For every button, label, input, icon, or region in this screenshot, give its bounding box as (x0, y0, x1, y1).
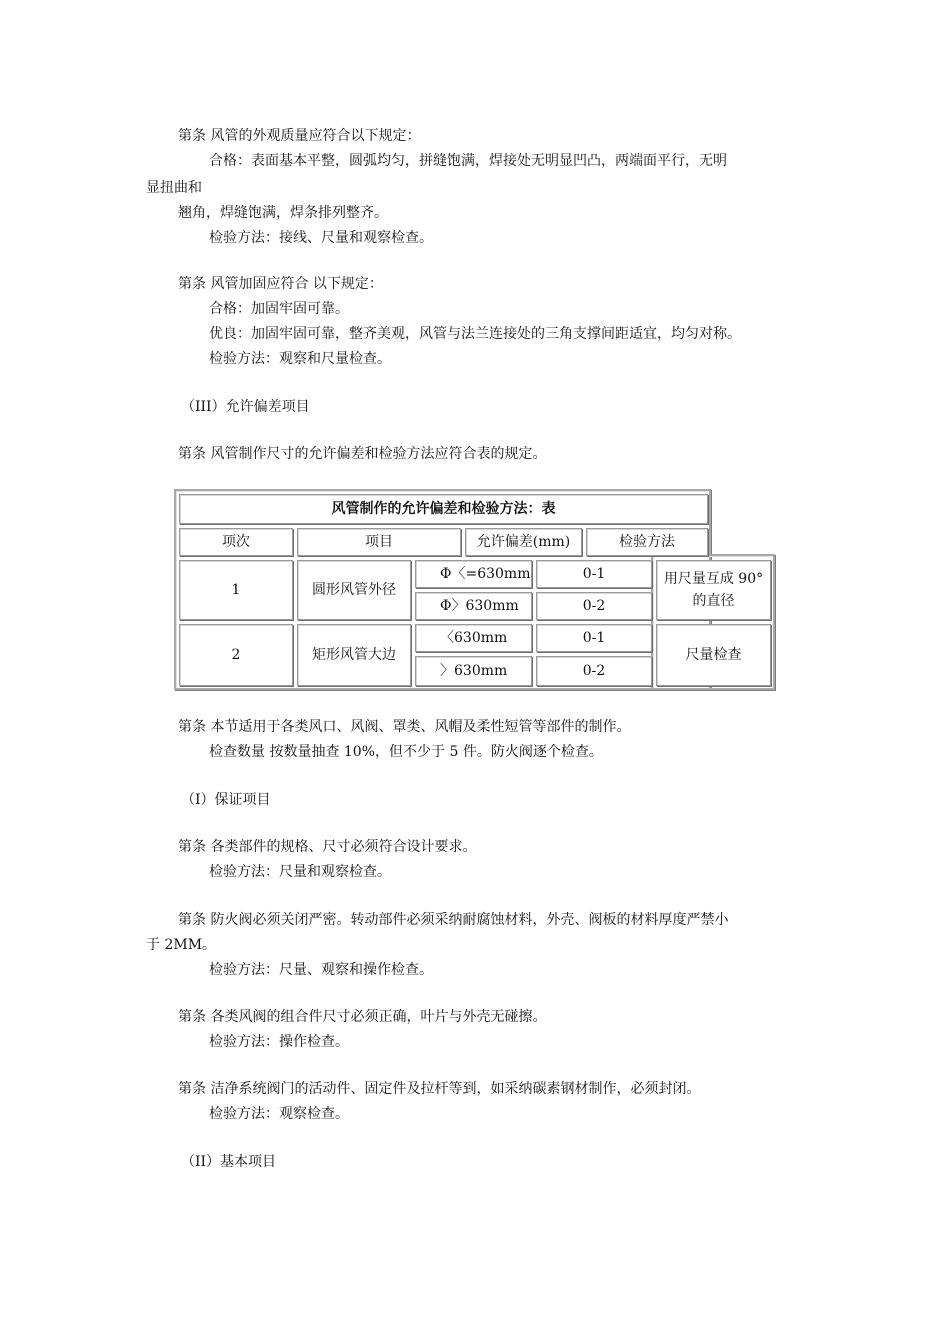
header-item: 项目 (297, 528, 461, 556)
section-heading-guarantee: （I）保证项目 (181, 792, 271, 808)
reinforcement-qualified: 合格：加固牢固可靠。 (209, 301, 349, 317)
row-1-dev-2: 0-2 (536, 592, 652, 620)
inspection-method-5: 检验方法：操作检查。 (209, 1034, 349, 1050)
reinforcement-excellent: 优良：加固牢固可靠，整齐美观，风管与法兰连接处的三角支撑间距适宜，均匀对称。 (209, 326, 741, 342)
row-1-cond-2: Φ〉630mm (415, 592, 532, 620)
clause-damper-assembly: 第条 各类风阀的组合件尺寸必须正确，叶片与外壳无碰擦。 (178, 1009, 547, 1025)
clause-scope: 第条 本节适用于各类风口、风阀、罩类、风帽及柔性短管等部件的制作。 (178, 719, 631, 735)
row-1-item: 圆形风管外径 (297, 560, 411, 620)
row-2-item: 矩形风管大边 (297, 624, 411, 686)
qualified-line-3: 翘角，焊缝饱满，焊条排列整齐。 (178, 205, 388, 221)
inspection-quantity: 检查数量 按数量抽查 10%，但不少于 5 件。防火阀逐个检查。 (209, 744, 603, 760)
inspection-method-1: 检验方法：接线、尺量和观察检查。 (209, 230, 433, 246)
row-1-no: 1 (179, 560, 293, 620)
inspection-method-3: 检验方法：尺量和观察检查。 (209, 864, 391, 880)
inspection-method-2: 检验方法：观察和尺量检查。 (209, 351, 391, 367)
clause-specs: 第条 各类部件的规格、尺寸必须符合设计要求。 (178, 839, 477, 855)
row-1-method-line-1: 用尺量互成 90° (663, 571, 764, 587)
row-2-no: 2 (179, 624, 293, 686)
section-heading-basic: （II）基本项目 (181, 1154, 277, 1170)
row-1-method (656, 560, 771, 620)
row-2-dev-2: 0-2 (536, 656, 652, 686)
clause-reinforcement: 第条 风管加固应符合 以下规定： (178, 276, 383, 292)
header-deviation: 允许偏差(mm) (465, 528, 582, 556)
clause-clean-system-valves: 第条 洁净系统阀门的活动件、固定件及拉杆等到，如采纳碳素钢材制作，必须封闭。 (178, 1081, 701, 1097)
clause-appearance-quality: 第条 风管的外观质量应符合以下规定： (178, 128, 421, 144)
row-2-dev-1: 0-1 (536, 624, 652, 652)
row-1-method-line-2: 的直径 (692, 593, 735, 609)
row-2-method: 尺量检查 (656, 624, 771, 686)
table-title: 风管制作的允许偏差和检验方法：表 (179, 494, 708, 524)
row-1-dev-1: 0-1 (536, 560, 652, 588)
row-2-cond-2: 〉630mm (415, 656, 532, 686)
row-1-cond-1: Φ〈=630mm (415, 560, 532, 588)
clause-fire-damper-line-1: 第条 防火阀必须关闭严密。转动部件必须采纳耐腐蚀材料，外壳、阀板的材料厚度严禁小 (178, 912, 729, 928)
section-heading-allowable-deviation: （III）允许偏差项目 (181, 399, 310, 415)
deviation-table (174, 489, 775, 690)
header-no: 项次 (179, 528, 293, 556)
qualified-line-2: 显扭曲和 (146, 180, 202, 196)
header-method: 检验方法 (586, 528, 708, 556)
inspection-method-6: 检验方法：观察检查。 (209, 1106, 349, 1122)
qualified-line-1: 合格：表面基本平整，圆弧均匀，拼缝饱满，焊接处无明显凹凸，两端面平行，无明 (209, 153, 727, 169)
clause-fire-damper-line-2: 于 2MM。 (146, 937, 217, 953)
clause-dimension-deviation: 第条 风管制作尺寸的允许偏差和检验方法应符合表的规定。 (178, 446, 547, 462)
inspection-method-4: 检验方法：尺量、观察和操作检查。 (209, 962, 433, 978)
row-2-cond-1: 〈630mm (415, 624, 532, 652)
